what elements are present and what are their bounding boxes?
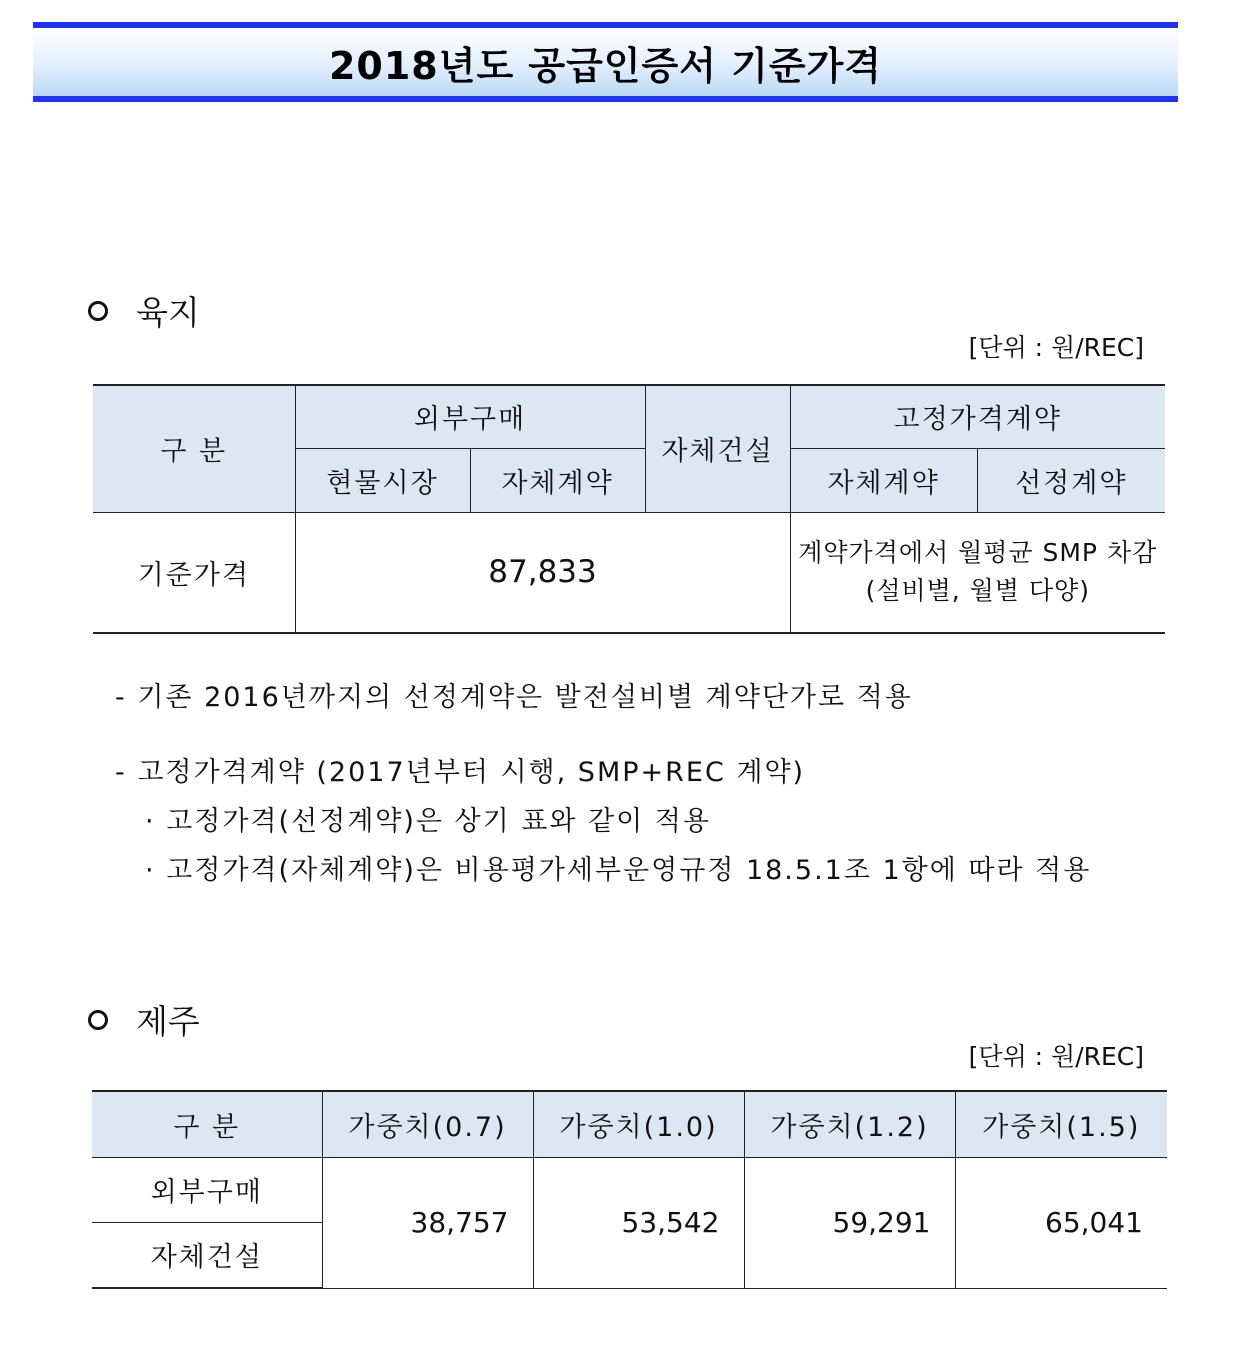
land-price-table bbox=[93, 384, 1165, 634]
value-weight-0-7: 38,757 bbox=[322, 1157, 533, 1288]
circle-bullet-icon bbox=[88, 301, 108, 321]
row-label-self-build: 자체건설 bbox=[92, 1222, 322, 1288]
note-subitem: · 고정가격(자체계약)은 비용평가세부운영규정 18.5.1조 1항에 따라 적용 bbox=[145, 855, 1092, 886]
note-line-2: (설비별, 월별 다양) bbox=[865, 576, 1090, 606]
header-weight-1-2: 가중치(1.2) bbox=[744, 1091, 955, 1157]
jeju-price-table bbox=[92, 1090, 1167, 1289]
section-heading-label: 제주 bbox=[136, 1002, 200, 1041]
header-gubun: 구 분 bbox=[92, 1091, 322, 1157]
header-self-contract-b: 자체계약 bbox=[790, 448, 977, 512]
section-heading-land bbox=[88, 287, 200, 334]
row-label-base-price: 기준가격 bbox=[93, 512, 295, 633]
section-heading-label: 육지 bbox=[136, 293, 200, 332]
circle-bullet-icon bbox=[88, 1010, 108, 1030]
header-spot-market: 현물시장 bbox=[295, 448, 470, 512]
row-label-external-purchase: 외부구매 bbox=[92, 1157, 322, 1222]
unit-label: [단위 : 원/REC] bbox=[968, 1042, 1144, 1071]
base-price-value: 87,833 bbox=[295, 512, 790, 633]
header-self-build: 자체건설 bbox=[645, 385, 790, 512]
header-weight-1-5: 가중치(1.5) bbox=[955, 1091, 1167, 1157]
section-heading-jeju bbox=[88, 996, 200, 1043]
note-subitem: · 고정가격(선정계약)은 상기 표와 같이 적용 bbox=[145, 806, 711, 837]
value-weight-1-5: 65,041 bbox=[955, 1157, 1167, 1288]
header-gubun: 구 분 bbox=[93, 385, 295, 512]
note-item: - 기존 2016년까지의 선정계약은 발전설비별 계약단가로 적용 bbox=[115, 682, 913, 713]
value-weight-1-2: 59,291 bbox=[744, 1157, 955, 1288]
fixed-price-note bbox=[790, 512, 1165, 633]
value-weight-1-0: 53,542 bbox=[533, 1157, 744, 1288]
header-fixed-price-contract: 고정가격계약 bbox=[790, 385, 1165, 448]
unit-label: [단위 : 원/REC] bbox=[968, 333, 1144, 362]
header-self-contract-a: 자체계약 bbox=[470, 448, 645, 512]
header-weight-0-7: 가중치(0.7) bbox=[322, 1091, 533, 1157]
note-item: - 고정가격계약 (2017년부터 시행, SMP+REC 계약) bbox=[115, 757, 806, 788]
header-weight-1-0: 가중치(1.0) bbox=[533, 1091, 744, 1157]
note-line-1: 계약가격에서 월평균 SMP 차감 bbox=[798, 537, 1158, 567]
title-banner bbox=[33, 22, 1178, 102]
page-title: 2018년도 공급인증서 기준가격 bbox=[328, 43, 882, 88]
header-external-purchase: 외부구매 bbox=[295, 385, 645, 448]
header-selection-contract: 선정계약 bbox=[977, 448, 1165, 512]
